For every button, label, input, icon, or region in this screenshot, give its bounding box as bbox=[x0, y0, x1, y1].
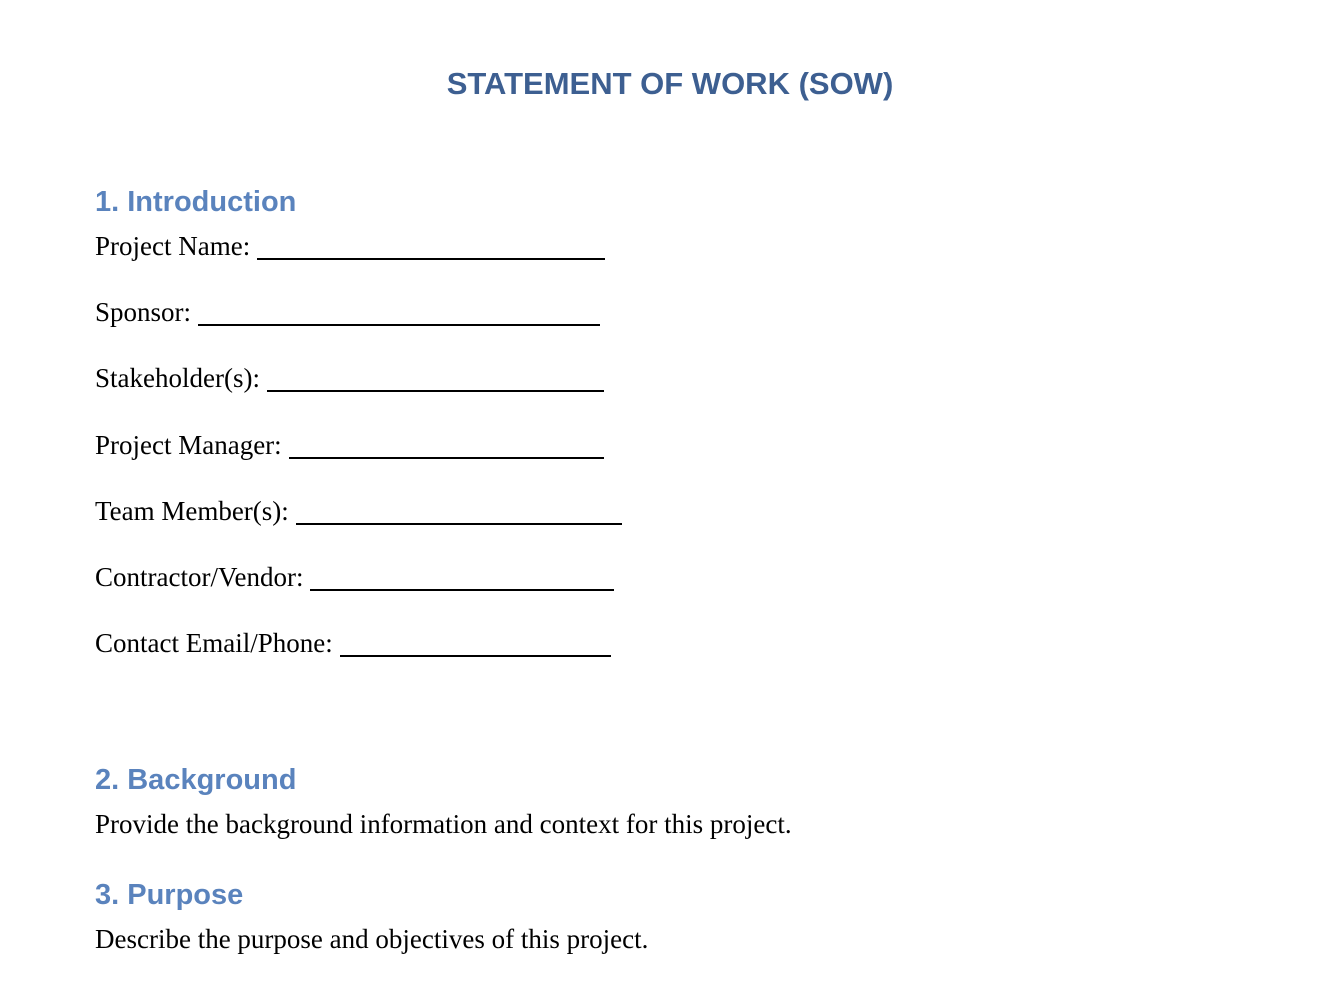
field-label: Stakeholder(s): bbox=[95, 363, 260, 394]
section-heading-background: 2. Background bbox=[95, 764, 297, 796]
field-stakeholders bbox=[95, 360, 622, 426]
contact-email-phone-blank[interactable] bbox=[340, 625, 611, 657]
section-heading-introduction: 1. Introduction bbox=[95, 186, 297, 218]
team-members-blank[interactable] bbox=[296, 493, 622, 525]
contractor-vendor-blank[interactable] bbox=[310, 559, 614, 591]
field-label: Contractor/Vendor: bbox=[95, 561, 304, 592]
field-team-members bbox=[95, 493, 622, 559]
introduction-fields bbox=[95, 228, 622, 691]
field-label: Team Member(s): bbox=[95, 495, 289, 526]
field-label: Project Manager: bbox=[95, 429, 282, 460]
field-contact-email-phone bbox=[95, 625, 622, 691]
field-project-manager bbox=[95, 427, 622, 493]
field-label: Sponsor: bbox=[95, 297, 192, 328]
field-label: Contact Email/Phone: bbox=[95, 628, 333, 659]
sponsor-blank[interactable] bbox=[198, 294, 600, 326]
stakeholders-blank[interactable] bbox=[267, 360, 604, 392]
project-manager-blank[interactable] bbox=[289, 427, 604, 459]
purpose-text: Describe the purpose and objectives of this project. bbox=[95, 924, 649, 954]
background-text: Provide the background information and context for this project. bbox=[95, 809, 792, 839]
document-title: STATEMENT OF WORK (SOW) bbox=[446, 66, 894, 101]
field-contractor-vendor bbox=[95, 559, 622, 625]
section-heading-purpose: 3. Purpose bbox=[95, 879, 244, 911]
field-sponsor bbox=[95, 294, 622, 360]
field-label: Project Name: bbox=[95, 231, 251, 261]
project-name-blank[interactable] bbox=[257, 228, 605, 260]
field-project-name bbox=[95, 228, 622, 294]
